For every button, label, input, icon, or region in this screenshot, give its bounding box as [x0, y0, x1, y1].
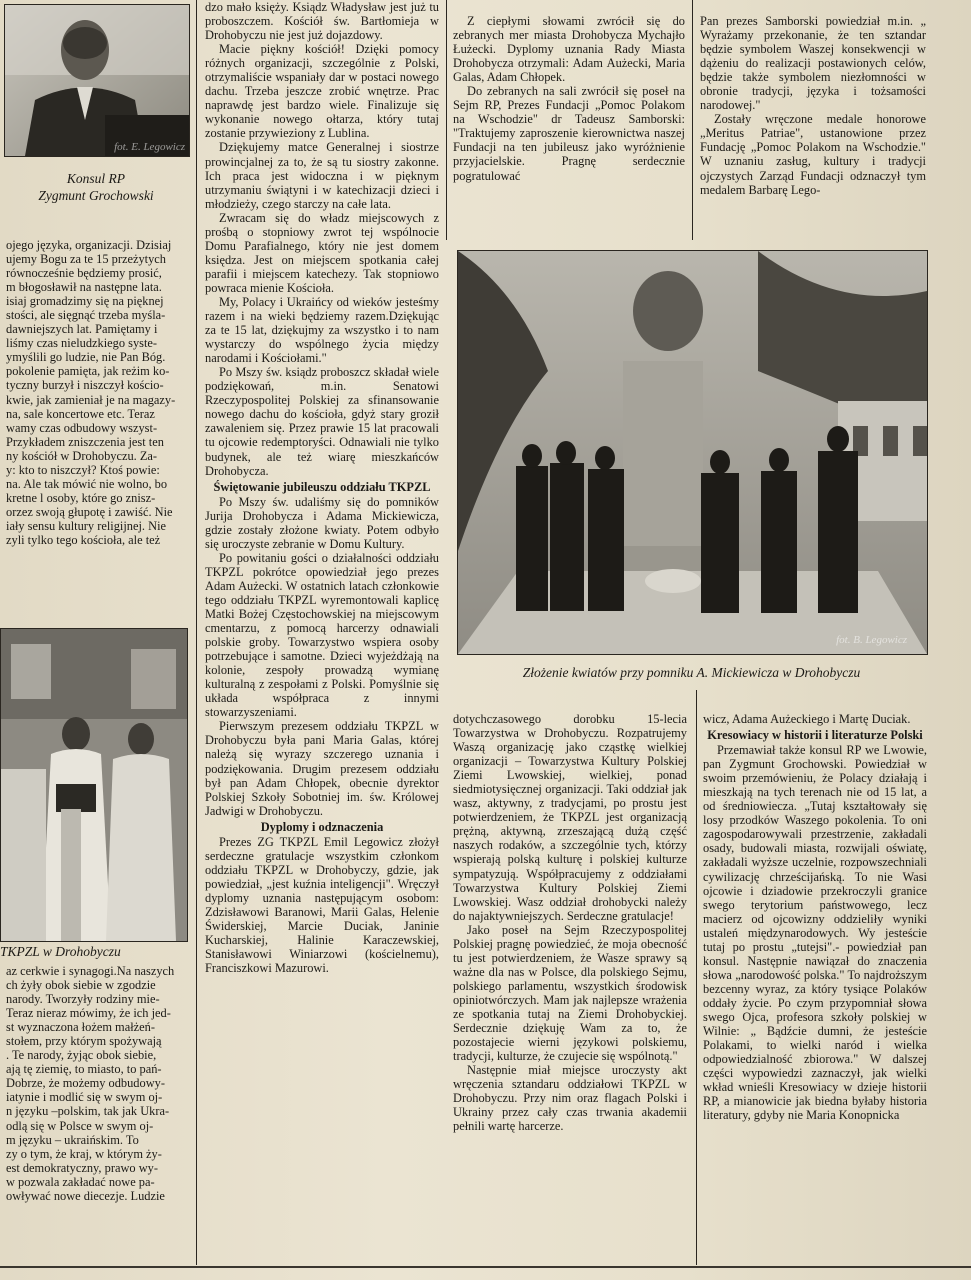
- photo-credit: fot. E. Legowicz: [114, 141, 185, 153]
- paragraph: Pierwszym prezesem oddziału TKPZL w Drohobyczu była pani Maria Galas, której należą się wyrazy szczerego uznania i podziękowania. Drugim prezesem oddziału był pan Adam Chłopek, obecnie dyrektor Polskiej Szkoły Sobotniej im. św. Królowej Jadwigi w Drohobyczu.: [205, 719, 439, 818]
- text-line: stości, ale sięgnąć trzeba myśla-: [6, 308, 166, 323]
- text-line: ają tę ziemię, to miasto, to pań-: [6, 1062, 162, 1077]
- paragraph: Do zebranych na sali zwrócił się poseł na Sejm RP, Prezes Fundacji „Pomoc Polakom na Wschodzie" dr Tadeusz Samborski: "Traktujemy zaproszenie kierownictwa naszej Fundacji na ten jubileusz jako wyróżnienie przyjacielskie. Pragnę serdecznie pogratulować: [453, 84, 685, 183]
- text-line: liśmy czas nieludzkiego syste-: [6, 336, 158, 351]
- column-rule: [692, 0, 693, 240]
- bottom-rule: [0, 1266, 971, 1268]
- consul-caption: [4, 170, 188, 204]
- text-line: y: kto to niszczył? Ktoś powie:: [6, 462, 160, 477]
- text-line: kwie, jak zamieniał je na magazy-: [6, 392, 176, 407]
- monument-photo: [457, 250, 928, 655]
- text-line: . Te narody, żyjąc obok siebie,: [6, 1048, 157, 1063]
- paragraph: Jako poseł na Sejm Rzeczypospolitej Polskiej pragnę powiedzieć, że moja obecność tu jest potwierdzeniem, że Wasze sprawy są ważne dla nas w Polsce, dla polskiego Sejmu, polskiego parlamentu, wszystkich środowisk opiniotwórczych. Mam jak najlepsze wrażenia ze spotkania tutaj na Ziemi Drohobyckiej. Serdecznie dziękuję Wam za to, że pozostajecie wierni językowi polskiemu, tradycji, kulturze, że czujecie się wspólnotą.": [453, 922, 687, 1064]
- mass-caption: TKPZL w Drohobyczu: [0, 944, 121, 959]
- text-line: ny kościół w Drohobyczu. Za-: [6, 448, 158, 463]
- paragraph: Następnie miał miejsce uroczysty akt wręczenia sztandaru oddziałowi TKPZL w Drohobyczu. Przy nim oraz flagach Polski i Ukrainy przez cały czas trwania akademii pełnili wartę harcerze.: [453, 1063, 687, 1134]
- text-line: tyczny burzył i niszczył kościo-: [6, 378, 164, 393]
- column-rule: [196, 0, 197, 1265]
- text-line: ymyślili go ludzie, nie Pan Bóg.: [6, 350, 166, 365]
- text-line: odlą się w Polsce w swym oj-: [6, 1118, 154, 1133]
- paragraph: dzo mało księży. Ksiądz Władysław jest już tu proboszczem. Kościół św. Bartłomieja w Drohobyczu nie jest już dojazdowy.: [205, 0, 439, 43]
- text-line: narody. Tworzyły rodziny mie-: [6, 992, 160, 1007]
- text-line: na, sale koncertowe etc. Teraz: [6, 406, 155, 421]
- text-line: isiaj gromadzimy się na pięknej: [6, 294, 164, 309]
- paragraph: Pan prezes Samborski powiedział m.in. „ Wyrażamy przekonanie, że ten sztandar będzie symbolem Waszej konsekwencji w dążeniu do realizacji postawionych celów, będzie także symbolem niezłomności w obronie tradycji, języka i tożsamości narodowej.": [700, 14, 926, 113]
- paragraph: Po powitaniu gości o działalności oddziału TKPZL pokrótce opowiedział jego prezes Adam Aużecki. W ostatnich latach członkowie tego oddziału TKPZL wyremontowali kaplicę Matki Bożej Częstochowskiej na miejscowym cmentarzu, z pomocą harcerzy odnawiali polskie groby. Towarzystwo wspiera osoby potrzebujące i samotne. Dzieci wyjeżdżają na kolonie, zespoły prowadzą wymianę kulturalną z zespołami z Polski. Pomyślnie się układa współpraca z innymi stowarzyszeniami.: [205, 550, 439, 720]
- photo-credit: fot. B. Legowicz: [836, 634, 907, 646]
- paragraph: Po Mszy św. udaliśmy się do pomników Jurija Drohobycza i Adama Mickiewicza, gdzie zostały złożone kwiaty. Potem odbyło się uroczyste zebranie w Domu Kultury.: [205, 494, 439, 551]
- text-line: az cerkwie i synagogi.Na naszych: [6, 964, 175, 978]
- paragraph: Przemawiał także konsul RP we Lwowie, pan Zygmunt Grochowski. Powiedział w swoim przemówieniu, że Polacy działają i mieszkają na tych terenach nie od 15 lat, a od średniowiecza. „Tutaj kształtowały się losy przodków Waszego pokolenia. To oni zagospodarowywali przestrzenie, zakładali osady, budowali miasta, rozwijali oświatę, zakładali wyższe uczelnie, rozpowszechniali cywilizację chrześcijańską. To nie Wasi ojcowie i dziadowie przekroczyli granice swego terytorium państwowego, lecz macierz od ojcowizny oddzieliły wyniki ustaleń międzynarodowych. Wy jesteście tutaj po prostu „tutejsi".- powiedział pan konsul. Następnie nawiązał do znaczenia słowa „narodowość polska." To najdroższym bezcenny wyraz, za który tysiące Polaków oddały życie. Po czym przypomniał słowa swego Ojca, profesora szkoły polskiej w Wilnie: „ Bądźcie dumni, że jesteście Polakami, to wielki naród i wielka odpowiedzialność zbiorowa." W dalszej części wypowiedzi zaznaczył, jak wielki wkład wnieśli Kresowiacy w dzieje historii RP, a mianowicie jak biedna byłaby historia literatury, gdyby nie Maria Konopnicka: [703, 743, 927, 1123]
- text-line: równocześnie będziemy prosić,: [6, 266, 162, 281]
- consul-portrait-image: [5, 5, 189, 156]
- column-3-top: [453, 14, 685, 240]
- paragraph: Macie piękny kościół! Dzięki pomocy różnych organizacji, szczególnie z Polski, otrzymaliście wspaniały dar w postaci nowego dachu. Trzeba jeszcze zrobić wnętrze. Prac naprawdę jest bardzo wiele. Finalizuje się wykonanie nowego ołtarza, który tutaj zostanie przywieziony z Lublina.: [205, 42, 439, 141]
- column-rule: [696, 690, 697, 1265]
- column-3-bottom: [453, 712, 687, 1264]
- paragraph: Z ciepłymi słowami zwrócił się do zebranych mer miasta Drohobycza Mychajło Łużecki. Dyplomy uznania Rady Miasta Drohobycza otrzymali: Adam Aużecki, Maria Galas, Adam Chłopek.: [453, 14, 685, 85]
- text-line: ujemy Bogu za te 15 przeżytych: [6, 252, 166, 267]
- consul-photo: [4, 4, 190, 157]
- paragraph: dotychczasowego dorobku 15-lecia Towarzystwa w Drohobyczu. Rozpatrujemy Waszą organizację jako cząstkę wielkiej organizacji – Towarzystwa Kultury Polskiej Ziemi Lwowskiej, wielkiej, ponad siedmiotysięcznej organizacji. Taki oddział jak wasz, aktywny, z tradycjami, po prostu jest potwierdzeniem, że TKPZL jest organizacją prężną, aktywną, zrzeszającą dużą część naszych rodaków, a szczególnie tych, którzy wspierają polską kulturę i polskiej kulturze sympatyzują. Współpracujemy z oddziałami Towarzystwa Kultury Polskiej Ziemi Lwowskiej. Wasz oddział drohobycki należy do najaktywniejszych. Serdeczne gratulacje!: [453, 712, 687, 923]
- paragraph: Po Mszy św. ksiądz proboszcz składał wiele podziękowań, m.in. Senatowi Rzeczypospolitej Polskiej za sfinansowanie nowego dachu do kościoła, gdyż stary groził zawaleniem się. Przez prawie 15 lat pracowali tu ojcowie redemptoryści. Odnawiali nie tylko budynek, ale też wiarę mieszkańców Drohobycza.: [205, 365, 439, 478]
- caption-line: Konsul RP: [66, 171, 126, 186]
- text-line: iały sensu kultury religijnej. Nie: [6, 518, 167, 533]
- monument-flowers-image: [458, 251, 927, 654]
- column-1-bottom: [6, 964, 188, 1203]
- column-1-top: [6, 238, 188, 547]
- text-line: ojego języka, organizacji. Dzisiaj: [6, 238, 172, 252]
- text-line: w pozwala zakładać nowe pa-: [6, 1174, 155, 1189]
- monument-caption: Złożenie kwiatów przy pomniku A. Mickiewicza w Drohobyczu: [522, 665, 861, 680]
- text-line: pokolenie pamięta, jak reżim ko-: [6, 364, 170, 379]
- text-line: iatynie i modlić się w swym oj-: [6, 1090, 163, 1105]
- text-line: st wyznaczona łożem małżeń-: [6, 1020, 155, 1035]
- section-heading: Dyplomy i odznaczenia: [260, 819, 384, 834]
- mass-celebration-image: [1, 629, 187, 941]
- text-line: kretne l osoby, które go znisz-: [6, 490, 156, 505]
- text-line: n języku –polskim, tak jak Ukra-: [6, 1104, 170, 1119]
- text-line: Dobrze, że możemy odbudowy-: [6, 1076, 165, 1091]
- text-line: Teraz nieraz mówimy, że ich jed-: [6, 1006, 171, 1021]
- text-line: m błogosławił na następne lata.: [6, 280, 162, 295]
- paragraph: My, Polacy i Ukraińcy od wieków jesteśmy razem i na wieki będziemy razem.Dziękując za te 15 lat, dziękujmy za wszystko i to nam wystarczy do wspólnego życia między narodami i Kościołami.": [205, 294, 439, 366]
- column-4-top: [700, 14, 926, 240]
- caption-line: Zygmunt Grochowski: [38, 188, 154, 203]
- text-line: Przykładem zniszczenia jest ten: [6, 434, 164, 449]
- text-line: zyli tylko tego kościoła, ale też: [6, 532, 161, 547]
- section-heading: Świętowanie jubileuszu oddziału TKPZL: [213, 479, 431, 494]
- text-line: ch żyły obok siebie w zgodzie: [6, 978, 156, 993]
- text-line: stołem, przy którym spożywają: [6, 1034, 162, 1049]
- paragraph: wicz, Adama Aużeckiego i Martę Duciak.: [703, 712, 911, 726]
- paragraph: Zostały wręczone medale honorowe „Meritus Patriae", ustanowione przez Fundację „Pomoc Polakom na Wschodzie." W uznaniu zasług, kultury i tradycji ojczystych Zarząd Fundacji odznaczył tym medalem Barbarę Lego-: [700, 112, 926, 197]
- mass-photo: [0, 628, 188, 942]
- column-4-bottom: [703, 712, 927, 1264]
- column-rule: [446, 0, 447, 240]
- text-line: na. Ale tak mówić nie wolno, bo: [6, 476, 168, 491]
- text-line: dawniejszych lat. Pamiętamy i: [6, 322, 158, 337]
- text-line: est demokratyczny, prawo wy-: [6, 1160, 158, 1175]
- column-2: [205, 0, 439, 1262]
- text-line: wamy czas odbudowy wszyst-: [6, 420, 158, 435]
- section-heading: Kresowiacy w historii i literaturze Polski: [707, 728, 923, 743]
- text-line: owływać nowe diecezje. Ludzie: [6, 1188, 165, 1203]
- paragraph: Dziękujemy matce Generalnej i siostrze prowincjalnej za to, że są tu siostry zakonne. Ich praca jest widoczna i w pięknym utrzymaniu świątyni i w katechizacji dzieci i młodzieży, czego starczy na całe lata.: [205, 140, 439, 211]
- text-line: zy o tym, że kraj, w którym ży-: [6, 1146, 162, 1161]
- text-line: m języku – ukraińskim. To: [6, 1132, 139, 1147]
- paragraph: Zwracam się do władz miejscowych z prośbą o stopniowy zwrot tej wspólnocie Domu Parafialnego, który nie jest domem księdza. Jest on miejscem spotkania całej parafii i miejscem katechezy. Tak stopniowo powraca mienie Kościoła.: [205, 210, 439, 295]
- text-line: orzez swoją głupotę i zawiść. Nie: [6, 504, 173, 519]
- paragraph: Prezes ZG TKPZL Emil Legowicz złożył serdeczne gratulacje wszystkim członkom oddziału TKPZL w Drohobyczy, gdzie, jak powiedział, „jest kuźnia inteligencji". Wręczył dyplomy uznania następującym osobom: Zdzisławowi Baranowi, Marii Galas, Helenie Świderskiej, Marcie Duciak, Janinie Kucharskiej, Halinie Karaczewskiej, Stanisławowi Winiarzowi (kościelnemu), Franciszkowi Mazurowi.: [205, 834, 439, 976]
